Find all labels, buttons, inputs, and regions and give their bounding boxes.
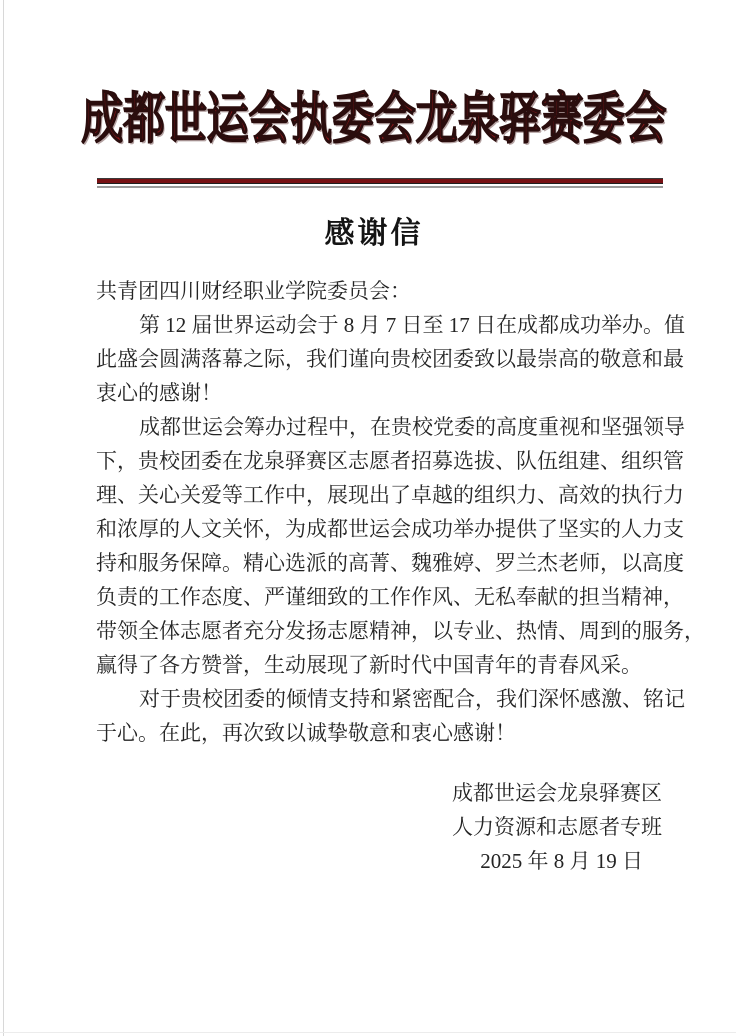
body-line: 共青团四川财经职业学院委员会： xyxy=(96,279,411,303)
letter-heading: 感谢信 xyxy=(324,217,424,250)
letterhead-rule xyxy=(97,178,663,188)
body-line: 对于贵校团委的倾情支持和紧密配合，我们深怀感激、铭记 xyxy=(139,687,685,711)
body-line: 带领全体志愿者充分发扬志愿精神，以专业、热情、周到的服务， xyxy=(96,619,705,643)
letter-body xyxy=(96,274,705,750)
signature-org-line2: 人力资源和志愿者专班 xyxy=(452,815,662,839)
body-line: 于心。在此，再次致以诚挚敬意和衷心感谢！ xyxy=(96,721,516,745)
body-line: 下，贵校团委在龙泉驿赛区志愿者招募选拔、队伍组建、组织管 xyxy=(96,449,684,473)
letterhead-rule-thick xyxy=(97,178,663,184)
body-line: 负责的工作态度、严谨细致的工作作风、无私奉献的担当精神， xyxy=(96,585,684,609)
scan-edge-left xyxy=(3,0,4,1036)
letterhead xyxy=(0,0,736,150)
body-line: 和浓厚的人文关怀，为成都世运会成功举办提供了坚实的人力支 xyxy=(96,517,684,541)
body-line: 持和服务保障。精心选派的高菁、魏雅婷、罗兰杰老师，以高度 xyxy=(96,551,684,575)
body-line: 第 12 届世界运动会于 8 月 7 日至 17 日在成都成功举办。值 xyxy=(139,313,685,337)
body-line: 赢得了各方赞誉，生动展现了新时代中国青年的青春风采。 xyxy=(96,653,642,677)
signature-org-line1: 成都世运会龙泉驿赛区 xyxy=(452,781,662,805)
signature-block xyxy=(96,776,662,878)
body-line: 成都世运会筹办过程中，在贵校党委的高度重视和坚强领导 xyxy=(139,415,685,439)
body-line: 此盛会圆满落幕之际，我们谨向贵校团委致以最崇高的敬意和最 xyxy=(96,347,684,371)
body-line: 衷心的感谢！ xyxy=(96,381,222,405)
body-line: 理、关心关爱等工作中，展现出了卓越的组织力、高效的执行力 xyxy=(96,483,684,507)
signature-date: 2025 年 8 月 19 日 xyxy=(480,849,643,873)
scan-edge-bottom xyxy=(0,1032,736,1033)
letterhead-title: 成都世运会执委会龙泉驿赛委会 xyxy=(81,88,667,150)
letterhead-rule-thin xyxy=(97,186,663,188)
